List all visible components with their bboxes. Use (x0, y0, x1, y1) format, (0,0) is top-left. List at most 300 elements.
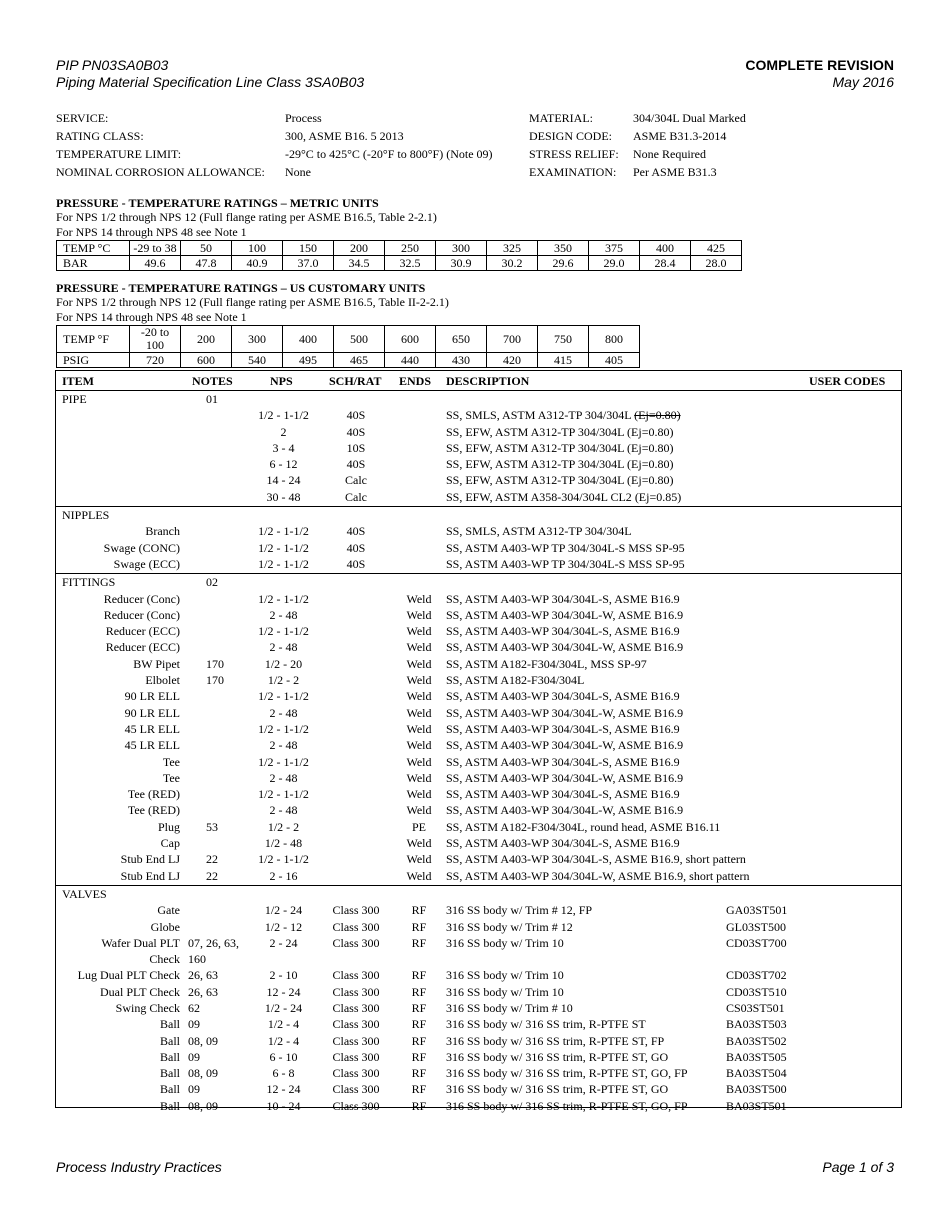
ends-cell: Weld (406, 868, 432, 883)
description-text: SS, EFW, ASTM A312-TP 304/304L (446, 424, 628, 439)
ends-cell: Weld (406, 673, 432, 688)
item-cell: Lug Dual PLT Check (77, 968, 180, 983)
service-value: None (285, 165, 311, 179)
service-value: 304/304L Dual Marked (633, 111, 746, 125)
pt-temp-cell: 700 (487, 326, 538, 353)
description-cell: 316 SS body w/ 316 SS trim, R-PTFE ST, GO, FP (446, 1098, 688, 1113)
table-row-continuation (56, 951, 901, 967)
nps-cell: 10 - 24 (266, 1098, 301, 1113)
ends-cell: Weld (406, 754, 432, 769)
nps-cell: 2 - 48 (269, 738, 298, 753)
pt-temp-cell: 600 (385, 326, 436, 353)
description-text: SS, EFW, ASTM A312-TP 304/304L (446, 440, 628, 455)
item-cell: Dual PLT Check (100, 984, 180, 999)
service-label: TEMPERATURE LIMIT: (56, 147, 182, 161)
nps-cell: 1/2 - 1-1/2 (258, 556, 309, 571)
item-cell: Ball (160, 1066, 180, 1081)
pt-pressure-cell: 30.9 (436, 256, 487, 271)
pt-temp-cell: 50 (181, 241, 232, 256)
item-cell: 45 LR ELL (124, 738, 180, 753)
nps-cell: 1/2 - 1-1/2 (258, 624, 309, 639)
ends-cell: Weld (406, 721, 432, 736)
pt-pressure-cell: 32.5 (385, 256, 436, 271)
sch-cell: 40S (346, 556, 366, 571)
user-code-cell: BA03ST505 (726, 1049, 787, 1064)
description-text: SS, SMLS, ASTM A312-TP 304/304L (446, 408, 635, 423)
table-row (56, 472, 901, 488)
item-cell: 45 LR ELL (124, 721, 180, 736)
notes-cell: 07, 26, 63, (188, 935, 239, 950)
ends-cell: RF (411, 903, 427, 918)
user-code-cell: CD03ST702 (726, 968, 787, 983)
item-cell: BW Pipet (133, 656, 180, 671)
table-row (56, 919, 901, 935)
notes-cell: 26, 63 (188, 984, 218, 999)
description-text: SS, EFW, ASTM A358-304/304L CL2 (446, 489, 635, 504)
table-row (56, 967, 901, 983)
service-label: RATING CLASS: (56, 129, 144, 143)
description-cell: SS, ASTM A403-WP 304/304L-S, ASME B16.9 (446, 836, 680, 851)
user-code-cell: CD03ST700 (726, 935, 787, 950)
description-cell: SS, ASTM A403-WP 304/304L-S, ASME B16.9 (446, 754, 680, 769)
nps-cell: 6 - 8 (272, 1066, 295, 1081)
pt-temp-cell: 325 (487, 241, 538, 256)
ends-cell: RF (411, 1082, 427, 1097)
sch-cell: Class 300 (332, 1066, 380, 1081)
nps-cell: 1/2 - 1-1/2 (258, 524, 309, 539)
nps-cell: 1/2 - 24 (264, 1000, 303, 1015)
nps-cell: 1/2 - 1-1/2 (258, 721, 309, 736)
sch-cell: Class 300 (332, 935, 380, 950)
service-value: ASME B31.3-2014 (633, 129, 727, 143)
description-cell: 316 SS body w/ Trim # 12 (446, 919, 573, 934)
col-notes: NOTES (192, 374, 233, 388)
ends-cell: RF (411, 1049, 427, 1064)
nps-cell: 2 - 24 (269, 935, 298, 950)
description-cell: SS, ASTM A403-WP 304/304L-W, ASME B16.9 (446, 738, 684, 753)
sch-cell: Class 300 (332, 1017, 380, 1032)
spec-table-header (56, 371, 901, 391)
nps-cell: 30 - 48 (266, 489, 301, 504)
pt-temp-cell: 300 (436, 241, 487, 256)
nps-cell: 12 - 24 (266, 984, 301, 999)
section-title-row (56, 507, 901, 523)
ends-cell: Weld (406, 656, 432, 671)
nps-cell: 14 - 24 (266, 473, 301, 488)
item-cell: Swing Check (115, 1000, 180, 1015)
item-cell: 90 LR ELL (124, 689, 180, 704)
pt-pressure-cell: 420 (487, 353, 538, 368)
nps-cell: 3 - 4 (272, 440, 295, 455)
item-cell: Plug (157, 819, 180, 834)
pt-us-temp-row (57, 326, 640, 353)
description-cell: SS, ASTM A403-WP 304/304L-S, ASME B16.9, short pattern (446, 852, 746, 867)
sch-cell: 40S (346, 424, 366, 439)
footer-org: Process Industry Practices (56, 1159, 222, 1175)
pt-us-table (56, 325, 640, 368)
weld-efficiency: (Ej=0.85) (634, 489, 682, 504)
item-cell: Tee (RED) (127, 803, 180, 818)
pt-temp-cell: 300 (232, 326, 283, 353)
spec-table (55, 370, 902, 1113)
description-cell: 316 SS body w/ 316 SS trim, R-PTFE ST, FP (446, 1033, 665, 1048)
service-value: -29°C to 425°C (-20°F to 800°F) (Note 09) (285, 147, 493, 161)
item-cell: Ball (160, 1049, 180, 1064)
table-row (56, 802, 901, 818)
sch-cell: Calc (345, 473, 367, 488)
item-cell: Check (149, 952, 180, 967)
description-cell: SS, ASTM A403-WP 304/304L-W, ASME B16.9 (446, 803, 684, 818)
service-info-row (56, 111, 896, 129)
item-cell: Stub End LJ (120, 868, 180, 883)
table-row (56, 639, 901, 655)
nps-cell: 2 - 48 (269, 770, 298, 785)
pt-metric-temp-row (57, 241, 742, 256)
description-cell: SS, ASTM A182-F304/304L, MSS SP-97 (446, 656, 647, 671)
table-row (56, 1016, 901, 1032)
table-row (56, 1033, 901, 1049)
section-nipples (56, 507, 901, 574)
section-title: FITTINGS (62, 575, 116, 590)
pt-temp-cell: 200 (181, 326, 232, 353)
nps-cell: 2 - 48 (269, 705, 298, 720)
notes-cell: 09 (188, 1082, 200, 1097)
description-cell (446, 489, 681, 505)
doc-id: PIP PN03SA0B03 (56, 57, 169, 73)
item-cell: Elbolet (145, 673, 180, 688)
nps-cell: 2 - 48 (269, 607, 298, 622)
user-code-cell: BA03ST501 (726, 1098, 787, 1113)
pt-pressure-cell: 30.2 (487, 256, 538, 271)
section-pipe (56, 391, 901, 507)
sch-cell: 40S (346, 540, 366, 555)
description-cell: 316 SS body w/ Trim 10 (446, 984, 564, 999)
col-user-codes: USER CODES (809, 374, 886, 388)
pt-temp-cell: 350 (538, 241, 589, 256)
weld-efficiency: (Ej=0.80) (627, 424, 674, 439)
pt-metric-table (56, 240, 742, 271)
table-row (56, 540, 901, 556)
section-title-row (56, 886, 901, 902)
ends-cell: Weld (406, 803, 432, 818)
nps-cell: 1/2 - 4 (267, 1017, 300, 1032)
user-code-cell: GA03ST501 (726, 903, 788, 918)
sch-cell: Class 300 (332, 1033, 380, 1048)
pt-us-title: PRESSURE - TEMPERATURE RATINGS – US CUSTOMARY UNITS (56, 281, 426, 295)
revision-label: COMPLETE REVISION (745, 57, 894, 73)
service-value: Process (285, 111, 322, 125)
pt-pressure-cell: 40.9 (232, 256, 283, 271)
pt-pressure-cell: 540 (232, 353, 283, 368)
sch-cell: Calc (345, 489, 367, 504)
nps-cell: 2 - 48 (269, 640, 298, 655)
pt-temp-cell: 250 (385, 241, 436, 256)
description-cell (446, 472, 673, 488)
pt-pressure-cell: 720 (130, 353, 181, 368)
ends-cell: RF (411, 935, 427, 950)
pt-temp-label: TEMP °C (57, 241, 130, 256)
description-cell: SS, ASTM A403-WP 304/304L-W, ASME B16.9 (446, 640, 684, 655)
table-row (56, 819, 901, 835)
pt-temp-cell: -29 to 38 (130, 241, 181, 256)
description-cell: SS, ASTM A403-WP 304/304L-S, ASME B16.9 (446, 721, 680, 736)
weld-efficiency: (Ej=0.80) (627, 457, 674, 472)
pt-metric-title: PRESSURE - TEMPERATURE RATINGS – METRIC UNITS (56, 196, 379, 210)
pt-pressure-cell: 37.0 (283, 256, 334, 271)
ends-cell: Weld (406, 689, 432, 704)
table-row (56, 1098, 901, 1114)
nps-cell: 1/2 - 24 (264, 903, 303, 918)
service-value: Per ASME B31.3 (633, 165, 717, 179)
description-cell: 316 SS body w/ 316 SS trim, R-PTFE ST (446, 1017, 646, 1032)
description-cell: 316 SS body w/ Trim # 10 (446, 1000, 573, 1015)
pt-pressure-cell: 430 (436, 353, 487, 368)
pt-pressure-cell: 600 (181, 353, 232, 368)
table-row (56, 456, 901, 472)
pt-pressure-cell: 29.6 (538, 256, 589, 271)
page-header-right (745, 57, 894, 91)
weld-efficiency: (Ej=0.80) (627, 473, 674, 488)
nps-cell: 6 - 12 (269, 457, 298, 472)
item-cell: Wafer Dual PLT (101, 935, 180, 950)
item-cell: Globe (150, 919, 180, 934)
pt-pressure-label: PSIG (57, 353, 130, 368)
pt-metric-pressure-row (57, 256, 742, 271)
sch-cell: Class 300 (332, 968, 380, 983)
nps-cell: 12 - 24 (266, 1082, 301, 1097)
table-row (56, 1049, 901, 1065)
user-code-cell: GL03ST500 (726, 919, 786, 934)
ends-cell: RF (411, 984, 427, 999)
description-cell: SS, ASTM A403-WP TP 304/304L-S MSS SP-95 (446, 556, 685, 571)
pt-temp-cell: 400 (283, 326, 334, 353)
pt-pressure-cell: 34.5 (334, 256, 385, 271)
nps-cell: 1/2 - 4 (267, 1033, 300, 1048)
section-title-row (56, 391, 901, 407)
item-cell: Reducer (ECC) (105, 640, 180, 655)
table-row (56, 607, 901, 623)
revision-date: May 2016 (832, 74, 894, 90)
table-row (56, 688, 901, 704)
ends-cell: PE (411, 819, 426, 834)
sch-cell: Class 300 (332, 903, 380, 918)
service-value: 300, ASME B16. 5 2013 (285, 129, 404, 143)
sch-cell: 10S (346, 440, 366, 455)
item-cell: Cap (160, 836, 180, 851)
col-nps: NPS (270, 374, 293, 388)
sch-cell: Class 300 (332, 1082, 380, 1097)
section-notes: 01 (206, 392, 218, 406)
description-text: SS, EFW, ASTM A312-TP 304/304L (446, 457, 628, 472)
pt-pressure-cell: 415 (538, 353, 589, 368)
pt-temp-cell: 400 (640, 241, 691, 256)
section-notes: 02 (206, 575, 218, 590)
nps-cell: 2 - 10 (269, 968, 298, 983)
table-row (56, 737, 901, 753)
item-cell: Ball (160, 1082, 180, 1097)
description-cell (446, 440, 673, 456)
pt-us-note-1: For NPS 1/2 through NPS 12 (Full flange rating per ASME B16.5, Table II-2-2.1) (56, 295, 449, 309)
description-cell: SS, SMLS, ASTM A312-TP 304/304L (446, 524, 632, 539)
ends-cell: Weld (406, 624, 432, 639)
pt-metric-note-1: For NPS 1/2 through NPS 12 (Full flange rating per ASME B16.5, Table 2-2.1) (56, 210, 437, 224)
ends-cell: RF (411, 1098, 427, 1113)
pt-temp-cell: 150 (283, 241, 334, 256)
section-title: NIPPLES (62, 508, 110, 523)
pt-temp-cell: 200 (334, 241, 385, 256)
ends-cell: RF (411, 1033, 427, 1048)
ends-cell: RF (411, 1017, 427, 1032)
pt-pressure-cell: 465 (334, 353, 385, 368)
user-code-cell: BA03ST502 (726, 1033, 787, 1048)
user-code-cell: CD03ST510 (726, 984, 787, 999)
nps-cell: 2 (280, 424, 287, 439)
notes-cell: 53 (206, 819, 218, 834)
service-info-row (56, 129, 896, 147)
item-cell: Swage (CONC) (103, 540, 180, 555)
item-cell: Stub End LJ (120, 852, 180, 867)
item-cell: Gate (157, 903, 180, 918)
description-cell: SS, ASTM A182-F304/304L (446, 673, 585, 688)
description-cell: SS, ASTM A403-WP 304/304L-W, ASME B16.9 (446, 770, 684, 785)
service-info-row (56, 165, 896, 183)
nps-cell: 1/2 - 20 (264, 656, 303, 671)
nps-cell: 1/2 - 48 (264, 836, 303, 851)
table-row (56, 656, 901, 672)
pt-temp-cell: -20 to 100 (130, 326, 181, 353)
nps-cell: 1/2 - 1-1/2 (258, 852, 309, 867)
sch-cell: Class 300 (332, 919, 380, 934)
item-cell: 90 LR ELL (124, 705, 180, 720)
table-row (56, 1000, 901, 1016)
pt-temp-cell: 375 (589, 241, 640, 256)
notes-cell: 62 (188, 1000, 200, 1015)
pt-pressure-cell: 495 (283, 353, 334, 368)
description-cell (446, 456, 673, 472)
pt-ratings-metric (56, 196, 742, 271)
ends-cell: RF (411, 919, 427, 934)
description-cell: 316 SS body w/ Trim 10 (446, 935, 564, 950)
sch-cell: Class 300 (332, 984, 380, 999)
notes-cell: 170 (206, 656, 224, 671)
notes-cell: 22 (206, 852, 218, 867)
item-cell: Ball (160, 1098, 180, 1113)
sch-cell: 40S (346, 524, 366, 539)
pt-temp-cell: 425 (691, 241, 742, 256)
pt-ratings-us (56, 281, 640, 368)
table-row (56, 407, 901, 423)
table-row (56, 591, 901, 607)
notes-cell: 08, 09 (188, 1033, 218, 1048)
ends-cell: RF (411, 1000, 427, 1015)
ends-cell: Weld (406, 836, 432, 851)
ends-cell: Weld (406, 591, 432, 606)
service-info-row (56, 147, 896, 165)
ends-cell: Weld (406, 770, 432, 785)
item-cell: Reducer (Conc) (103, 607, 180, 622)
notes-cell: 22 (206, 868, 218, 883)
section-valves (56, 886, 901, 1115)
pt-metric-note-2: For NPS 14 through NPS 48 see Note 1 (56, 225, 247, 239)
table-row (56, 672, 901, 688)
description-cell: 316 SS body w/ 316 SS trim, R-PTFE ST, GO (446, 1082, 669, 1097)
table-row (56, 835, 901, 851)
notes-cell: 09 (188, 1017, 200, 1032)
col-item: ITEM (62, 374, 95, 388)
table-row (56, 705, 901, 721)
nps-cell: 6 - 10 (269, 1049, 298, 1064)
section-fittings (56, 574, 901, 886)
nps-cell: 1/2 - 2 (267, 673, 300, 688)
table-row (56, 984, 901, 1000)
table-row (56, 851, 901, 867)
nps-cell: 1/2 - 12 (264, 919, 303, 934)
nps-cell: 2 - 16 (269, 868, 298, 883)
description-cell: 316 SS body w/ Trim 10 (446, 968, 564, 983)
page-header-left (56, 57, 364, 91)
service-label: MATERIAL: (529, 111, 593, 125)
user-code-cell: BA03ST504 (726, 1066, 787, 1081)
description-text: SS, EFW, ASTM A312-TP 304/304L (446, 473, 628, 488)
pt-pressure-cell: 440 (385, 353, 436, 368)
pt-temp-cell: 650 (436, 326, 487, 353)
table-row (56, 424, 901, 440)
description-cell (446, 407, 681, 423)
sch-cell: 40S (346, 408, 366, 423)
notes-cell: 170 (206, 673, 224, 688)
weld-efficiency: (Ej=0.80) (634, 408, 681, 423)
description-cell: SS, ASTM A403-WP 304/304L-W, ASME B16.9, short pattern (446, 868, 750, 883)
sch-cell: Class 300 (332, 1000, 380, 1015)
service-label: NOMINAL CORROSION ALLOWANCE: (56, 165, 265, 179)
pt-pressure-cell: 28.0 (691, 256, 742, 271)
nps-cell: 1/2 - 1-1/2 (258, 754, 309, 769)
pt-temp-cell: 100 (232, 241, 283, 256)
service-info (56, 111, 896, 183)
table-row (56, 902, 901, 918)
user-code-cell: BA03ST500 (726, 1082, 787, 1097)
nps-cell: 1/2 - 1-1/2 (258, 408, 309, 423)
col-ends: ENDS (399, 374, 432, 388)
pt-us-pressure-row (57, 353, 640, 368)
table-row (56, 489, 901, 505)
nps-cell: 1/2 - 1-1/2 (258, 787, 309, 802)
description-cell: SS, ASTM A403-WP 304/304L-S, ASME B16.9 (446, 787, 680, 802)
section-title: VALVES (62, 886, 107, 901)
description-cell (446, 424, 673, 440)
doc-subtitle: Piping Material Specification Line Class 3SA0B03 (56, 74, 365, 90)
service-value: None Required (633, 147, 706, 161)
notes-cell: 160 (188, 952, 206, 967)
item-cell: Branch (145, 524, 180, 539)
ends-cell: RF (411, 1066, 427, 1081)
footer-page-number: Page 1 of 3 (822, 1159, 894, 1175)
description-cell: SS, ASTM A403-WP TP 304/304L-S MSS SP-95 (446, 540, 685, 555)
item-cell: Tee (RED) (127, 787, 180, 802)
description-cell: 316 SS body w/ 316 SS trim, R-PTFE ST, GO (446, 1049, 669, 1064)
service-label: SERVICE: (56, 111, 109, 125)
table-row (56, 1065, 901, 1081)
table-row (56, 935, 901, 951)
pt-pressure-cell: 28.4 (640, 256, 691, 271)
notes-cell: 08, 09 (188, 1098, 218, 1113)
item-cell: Reducer (Conc) (103, 591, 180, 606)
description-cell: SS, ASTM A403-WP 304/304L-S, ASME B16.9 (446, 591, 680, 606)
item-cell: Reducer (ECC) (105, 624, 180, 639)
ends-cell: Weld (406, 705, 432, 720)
table-row (56, 556, 901, 572)
description-cell: SS, ASTM A182-F304/304L, round head, ASME B16.11 (446, 819, 721, 834)
